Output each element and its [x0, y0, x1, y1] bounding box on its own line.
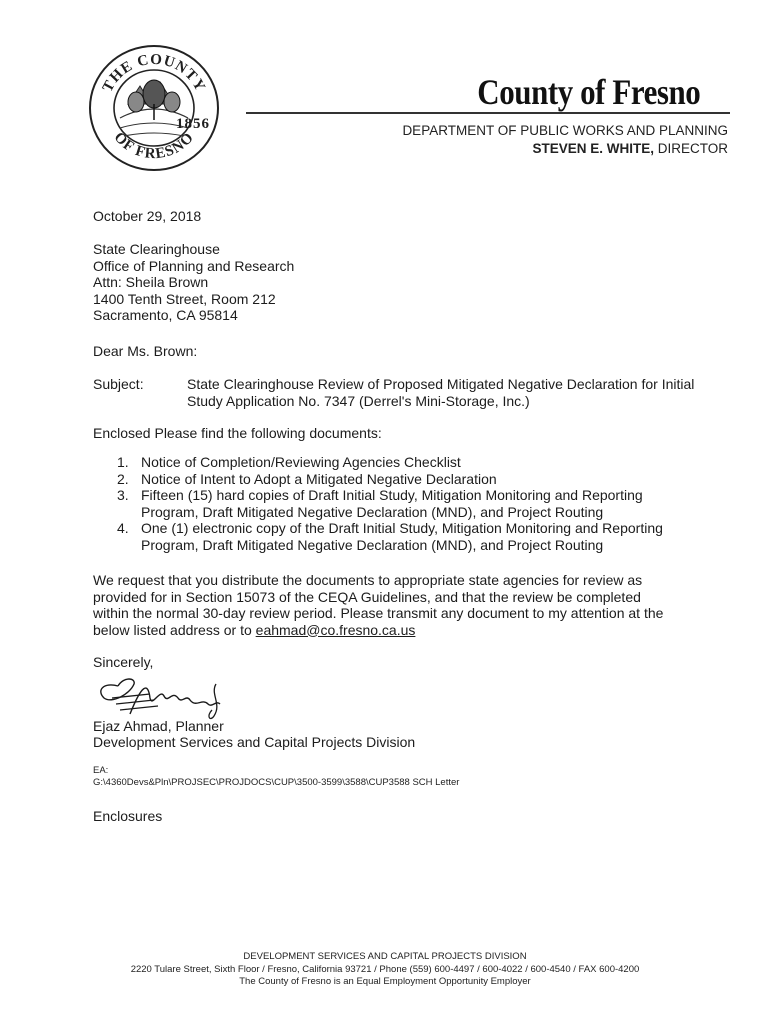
list-item	[117, 520, 677, 553]
letter-date: October 29, 2018	[93, 208, 202, 224]
subject-text: State Clearinghouse Review of Proposed Mitigated Negative Declaration for Initial Study Application No. 7347 (Derrel's Mini-Storage, Inc.)	[187, 376, 695, 409]
list-item-text: Notice of Completion/Reviewing Agencies Checklist	[141, 454, 461, 470]
list-item-number: 1.	[117, 454, 129, 470]
county-title: County of Fresno	[476, 72, 700, 112]
request-paragraph-text: We request that you distribute the documents to appropriate state agencies for review as provided for in Section 15073 of the CEQA Guidelines, and that the review be completed within the normal 30-day review period. Please transmit any document to my attention at the below listed address or to	[93, 572, 664, 638]
document-list	[117, 454, 677, 553]
salutation: Dear Ms. Brown:	[93, 343, 198, 359]
enclosures-label: Enclosures	[93, 808, 163, 824]
handwritten-signature	[90, 664, 250, 724]
list-item-text: One (1) electronic copy of the Draft Initial Study, Mitigation Monitoring and Reporting Program, Draft Mitigated Negative Declaration (MND), and Project Routing	[141, 520, 663, 553]
recipient-line: 1400 Tenth Street, Room 212	[93, 290, 276, 307]
seal-bottom-text: OF FRESNO	[110, 129, 198, 163]
signature-graphic	[90, 664, 250, 724]
seal-top-text: THE COUNTY	[99, 51, 209, 95]
list-item	[117, 471, 677, 488]
request-paragraph	[93, 572, 675, 638]
department-name: DEPARTMENT OF PUBLIC WORKS AND PLANNING	[402, 123, 728, 138]
footer-address: 2220 Tulare Street, Sixth Floor / Fresno, California 93721 / Phone (559) 600-4497 / 600-4022 / 600-4540 / FAX 600-4200	[130, 963, 640, 975]
county-seal	[86, 42, 222, 174]
list-item	[117, 454, 677, 471]
list-item-number: 4.	[117, 520, 129, 536]
signer-name: Ejaz Ahmad, Planner	[93, 718, 224, 734]
list-item-text: Fifteen (15) hard copies of Draft Initial Study, Mitigation Monitoring and Reporting Program, Draft Mitigated Negative Declaration (MND), and Project Routing	[141, 487, 643, 520]
recipient-address	[93, 241, 294, 324]
recipient-line: State Clearinghouse	[93, 241, 220, 257]
reference-initials: EA:	[93, 765, 109, 776]
director-name: STEVEN E. WHITE,	[532, 141, 654, 156]
list-item-number: 2.	[117, 470, 129, 487]
list-item	[117, 487, 677, 520]
county-seal-graphic	[86, 42, 222, 174]
page-footer	[0, 951, 770, 989]
seal-year: 1856	[176, 116, 210, 132]
footer-division: DEVELOPMENT SERVICES AND CAPITAL PROJECTS DIVISION	[243, 951, 527, 962]
reference-block	[93, 765, 459, 789]
signer-division: Development Services and Capital Projects Division	[93, 734, 416, 750]
recipient-line: Attn: Sheila Brown	[93, 274, 209, 290]
director-title: DIRECTOR	[657, 141, 728, 156]
director-line	[532, 140, 728, 158]
recipient-line: Sacramento, CA 95814	[93, 307, 238, 323]
list-item-number: 3.	[117, 487, 129, 503]
recipient-line: Office of Planning and Research	[93, 257, 295, 274]
email-link[interactable]: eahmad@co.fresno.ca.us	[255, 621, 416, 638]
footer-eoe: The County of Fresno is an Equal Employment Opportunity Employer	[239, 976, 531, 987]
letterhead-rule	[246, 112, 730, 114]
subject-label: Subject:	[93, 376, 144, 392]
file-path: G:\4360Devs&Pln\PROJSEC\PROJDOCS\CUP\3500-3599\3588\CUP3588 SCH Letter	[93, 777, 460, 788]
closing: Sincerely,	[93, 654, 154, 670]
enclosed-intro: Enclosed Please find the following documents:	[93, 425, 382, 441]
list-item-text: Notice of Intent to Adopt a Mitigated Negative Declaration	[141, 470, 497, 487]
